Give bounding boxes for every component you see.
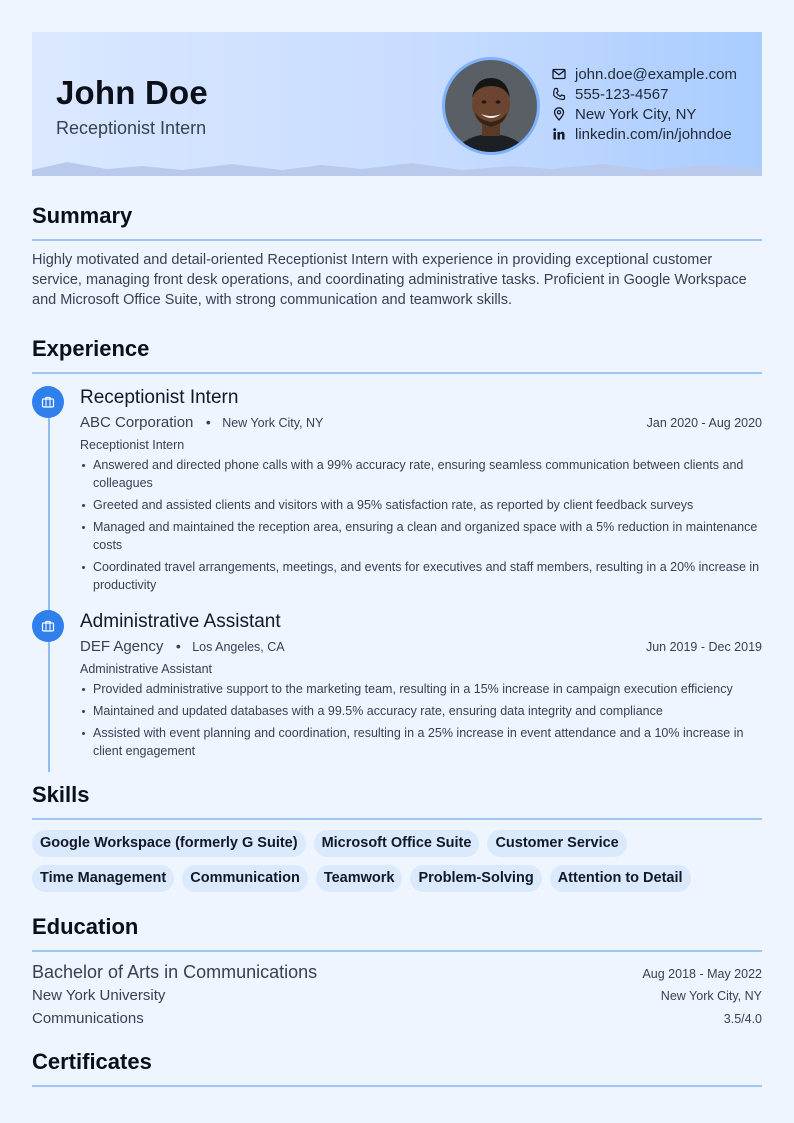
job-location: New York City, NY [222, 416, 324, 430]
avatar [442, 57, 540, 155]
section-divider [32, 239, 762, 241]
skills-heading: Skills [32, 782, 90, 807]
summary-heading: Summary [32, 203, 133, 228]
skills-section [32, 782, 762, 892]
job-subtitle: Receptionist Intern [80, 438, 185, 452]
bullet-item: Greeted and assisted clients and visitors with a 95% satisfaction rate, as reported by client feedback surveys [80, 496, 762, 514]
location-pin-icon [552, 107, 566, 121]
skill-chip: Communication [182, 865, 308, 892]
header-wave-decoration [32, 160, 762, 176]
briefcase-badge [32, 610, 64, 642]
email-text: john.doe@example.com [575, 65, 737, 83]
linkedin-icon [552, 127, 566, 141]
bullet-item: Coordinated travel arrangements, meetings, and events for executives and staff members, resulting in a 20% increase in productivity [80, 558, 762, 594]
experience-item [32, 386, 762, 594]
job-bullets [80, 680, 762, 760]
resume-header [32, 32, 762, 176]
education-dates: Aug 2018 - May 2022 [642, 967, 762, 981]
field-of-study: Communications [32, 1010, 144, 1027]
bullet-item: Answered and directed phone calls with a 99% accuracy rate, ensuring seamless communication between clients and colleagues [80, 456, 762, 492]
job-title: Receptionist Intern [80, 387, 239, 408]
experience-heading: Experience [32, 336, 150, 361]
skill-chip: Customer Service [487, 830, 626, 857]
section-divider [32, 1085, 762, 1087]
education-degree-row [32, 962, 762, 983]
section-divider [32, 372, 762, 374]
section-divider [32, 950, 762, 952]
contact-location [552, 104, 737, 124]
company-name: ABC Corporation [80, 414, 194, 431]
job-bullets [80, 456, 762, 594]
phone-text: 555-123-4567 [575, 85, 669, 103]
job-meta [80, 414, 762, 432]
briefcase-icon [41, 395, 55, 409]
bullet-item: Managed and maintained the reception area, ensuring a clean and organized space with a 5% reduction in maintenance costs [80, 518, 762, 554]
mail-icon [552, 67, 566, 81]
education-section [32, 914, 762, 1027]
education-heading: Education [32, 914, 139, 939]
school-name: New York University [32, 987, 166, 1004]
summary-text: Highly motivated and detail-oriented Receptionist Intern with experience in providing exceptional customer service, managing front desk operations, and coordinating administrative tasks. Proficient in Google Workspace and Microsoft Office Suite, with strong communication and teamwork skills. [32, 252, 747, 308]
skill-chip: Microsoft Office Suite [314, 830, 480, 857]
location-text: New York City, NY [575, 105, 697, 123]
skill-chip: Problem-Solving [410, 865, 541, 892]
linkedin-text: linkedin.com/in/johndoe [575, 125, 732, 143]
degree-name: Bachelor of Arts in Communications [32, 962, 318, 982]
phone-icon [552, 87, 566, 101]
job-subtitle: Administrative Assistant [80, 662, 212, 676]
bullet-item: Maintained and updated databases with a 99.5% accuracy rate, ensuring data integrity and compliance [80, 702, 762, 720]
section-divider [32, 818, 762, 820]
education-field-row [32, 1010, 762, 1027]
candidate-name: John Doe [56, 74, 208, 111]
certificates-heading: Certificates [32, 1049, 152, 1074]
job-location: Los Angeles, CA [192, 640, 285, 654]
company-name: DEF Agency [80, 638, 164, 655]
job-title: Administrative Assistant [80, 611, 281, 632]
summary-section [32, 203, 762, 310]
education-school-row [32, 987, 762, 1004]
gpa: 3.5/4.0 [723, 1012, 762, 1026]
candidate-role: Receptionist Intern [56, 118, 207, 138]
bullet-item: Assisted with event planning and coordination, resulting in a 25% increase in event attendance and a 10% increase in client engagement [80, 724, 762, 760]
skills-list [32, 830, 732, 892]
contact-phone[interactable] [552, 84, 737, 104]
job-meta [80, 638, 762, 656]
contact-list [552, 64, 737, 144]
experience-section [32, 336, 762, 760]
skill-chip: Google Workspace (formerly G Suite) [32, 830, 306, 857]
school-location: New York City, NY [660, 989, 762, 1003]
job-dates: Jun 2019 - Dec 2019 [645, 640, 762, 654]
skill-chip: Time Management [32, 865, 174, 892]
avatar-photo-icon [445, 60, 537, 152]
certificates-section [32, 1049, 762, 1087]
resume-page [32, 32, 762, 1087]
contact-email[interactable] [552, 64, 737, 84]
skill-chip: Teamwork [316, 865, 403, 892]
separator-dot: • [175, 638, 181, 654]
briefcase-icon [41, 619, 55, 633]
bullet-item: Provided administrative support to the marketing team, resulting in a 15% increase in campaign execution efficiency [80, 680, 762, 698]
experience-item [32, 610, 762, 760]
skill-chip: Attention to Detail [550, 865, 691, 892]
job-dates: Jan 2020 - Aug 2020 [646, 416, 762, 430]
briefcase-badge [32, 386, 64, 418]
separator-dot: • [205, 414, 211, 430]
experience-timeline [32, 386, 762, 760]
contact-linkedin[interactable] [552, 124, 737, 144]
